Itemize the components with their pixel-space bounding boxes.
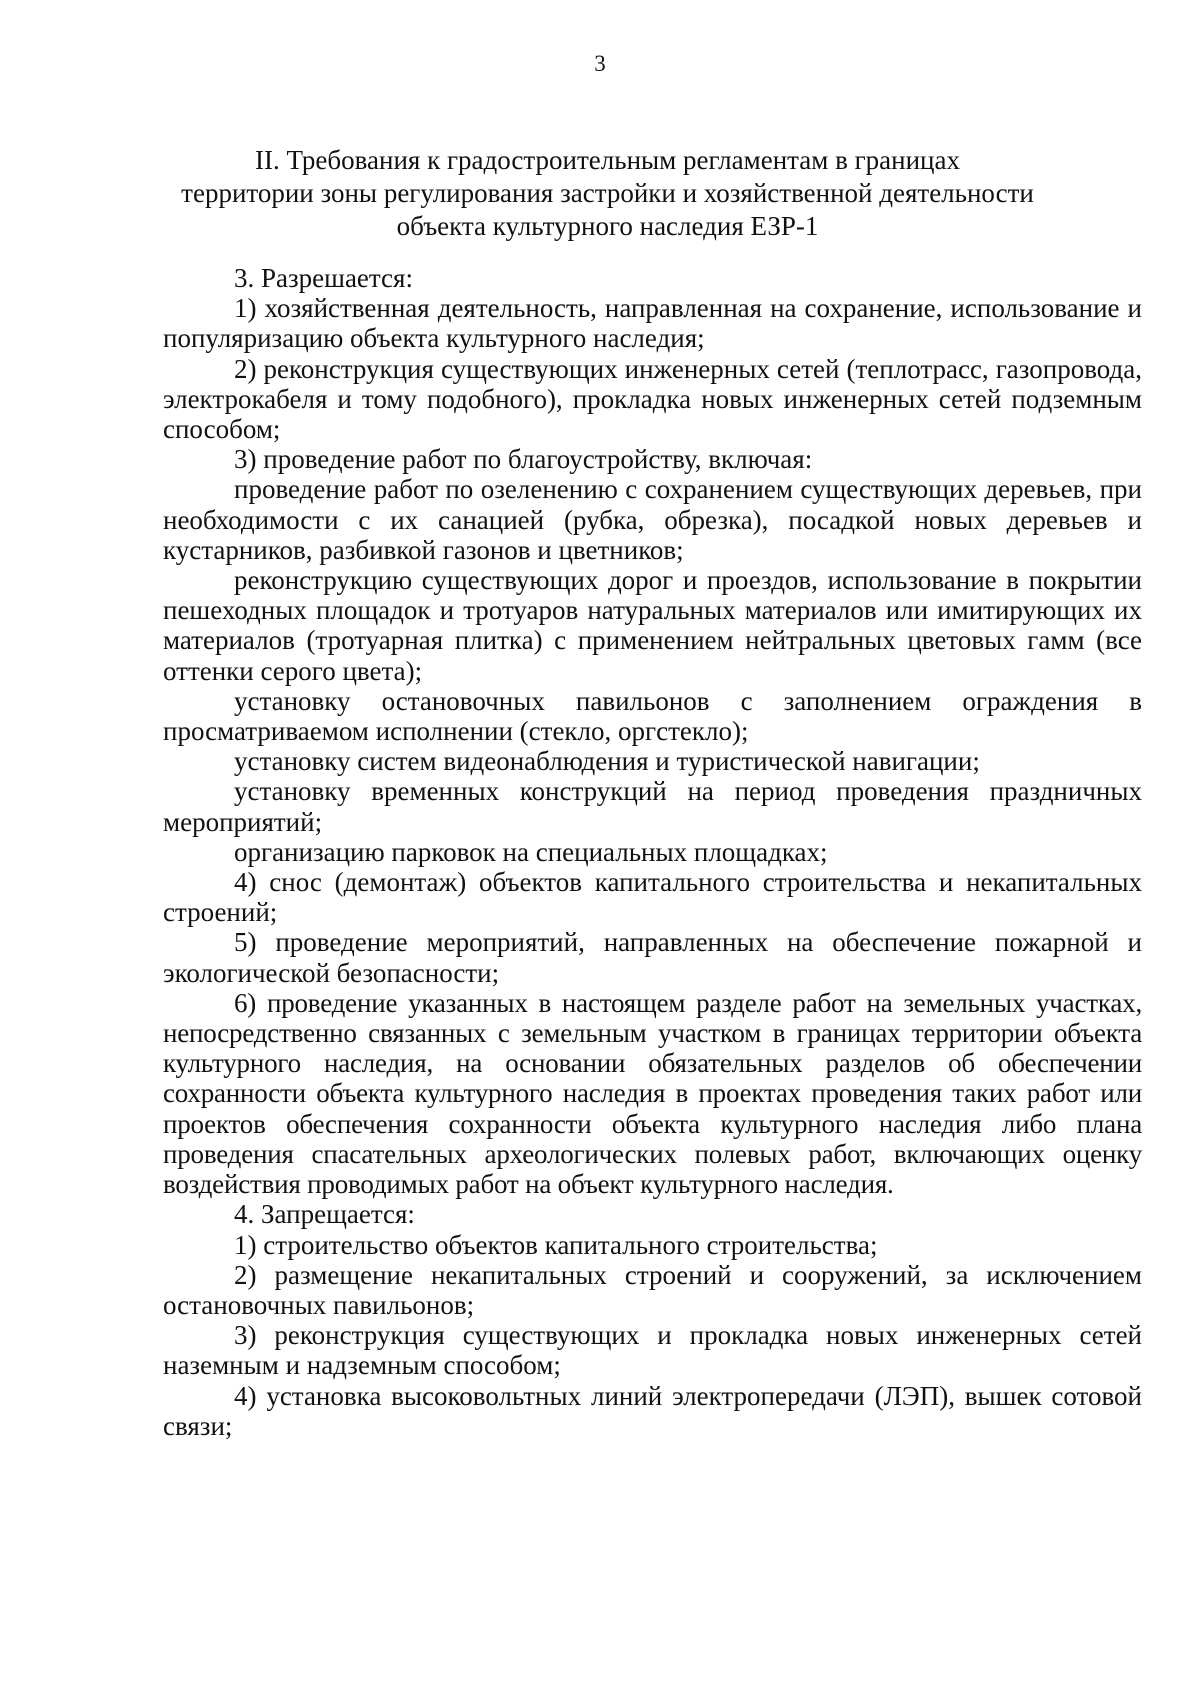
paragraph-parking: организацию парковок на специальных площадках; — [234, 836, 828, 867]
paragraph-prohibited-3: 3) реконструкция существующих и прокладка новых инженерных сетей наземным и надземным способом; — [163, 1320, 1142, 1381]
paragraph-permitted-2: 2) реконструкция существующих инженерных сетей (теплотрасс, газопровода, электрокабеля и тому подобного), прокладка новых инженерных сетей подземным способом; — [163, 353, 1142, 445]
paragraph-video-navigation: установку систем видеонаблюдения и туристической навигации; — [234, 746, 980, 777]
heading-line-1: II. Требования к градостроительным регламентам в границах — [254, 145, 960, 175]
heading-line-2: территории зоны регулирования застройки и хозяйственной деятельности — [181, 178, 1034, 208]
paragraph-landscaping: проведение работ по озеленению с сохранением существующих деревьев, при необходимости с их санацией (рубка, обрезка), посадкой новых деревьев и кустарников, разбивкой газонов и цветников; — [163, 474, 1142, 565]
paragraph-permitted-6: 6) проведение указанных в настоящем разделе работ на земельных участках, непосредственно связанных с земельным участком в границах территории объекта культурного наследия, на основании обязательных разделов об обеспечении сохранности объекта культурного наследия в проектах проведения таких работ или проектов обеспечения сохранности объекта культурного наследия либо плана проведения спасательных археологических полевых работ, включающих оценку воздействия проводимых работ на объект культурного наследия. — [163, 987, 1142, 1200]
paragraph-prohibited-1: 1) строительство объектов капитального строительства; — [234, 1229, 878, 1260]
paragraph-prohibited-heading: 4. Запрещается: — [234, 1199, 415, 1230]
paragraph-prohibited-4: 4) установка высоковольтных линий электропередачи (ЛЭП), вышек сотовой связи; — [163, 1380, 1142, 1441]
paragraph-permitted-5: 5) проведение мероприятий, направленных на обеспечение пожарной и экологической безопасности; — [163, 927, 1142, 988]
paragraph-permitted-1: 1) хозяйственная деятельность, направленная на сохранение, использование и популяризацию объекта культурного наследия; — [163, 293, 1142, 354]
section-heading — [150, 144, 1065, 243]
paragraph-permitted-heading: 3. Разрешается: — [234, 263, 413, 293]
paragraph-roads: реконструкцию существующих дорог и проездов, использование в покрытии пешеходных площадок и тротуаров натуральных материалов или имитирующих их материалов (тротуарная плитка) с применением нейтральных цветовых гамм (все оттенки серого цвета); — [163, 565, 1142, 686]
paragraph-pavilions: установку остановочных павильонов с заполнением ограждения в просматриваемом исполнении (стекло, оргстекло); — [163, 685, 1142, 747]
paragraph-prohibited-2: 2) размещение некапитальных строений и сооружений, за исключением остановочных павильонов; — [163, 1259, 1142, 1320]
paragraph-temporary-structures: установку временных конструкций на период проведения праздничных мероприятий; — [163, 776, 1142, 837]
paragraph-permitted-4: 4) снос (демонтаж) объектов капитального строительства и некапитальных строений; — [163, 867, 1142, 928]
heading-line-3: объекта культурного наследия ЕЗР-1 — [396, 211, 819, 241]
document-body — [163, 263, 1142, 1441]
page-number: 3 — [594, 51, 606, 76]
paragraph-permitted-3: 3) проведение работ по благоустройству, включая: — [234, 444, 813, 475]
